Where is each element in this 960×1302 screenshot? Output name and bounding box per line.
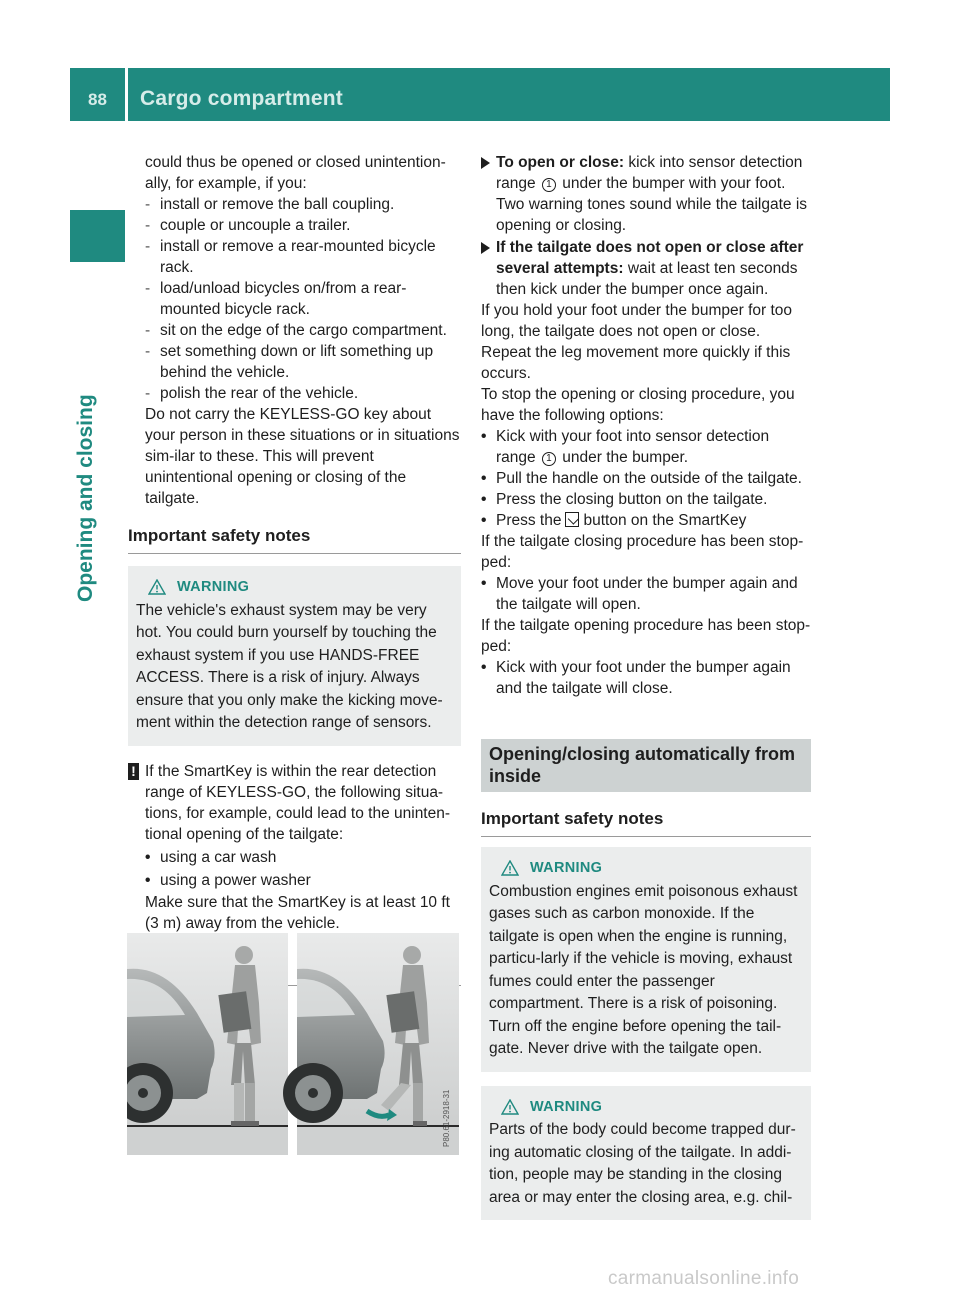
list-item: • Kick with your foot under the bumper again and the tailgate will close. (481, 659, 791, 697)
list-item-text: under the bumper. (557, 449, 689, 466)
side-tab-label: Opening and closing (74, 394, 97, 602)
notice-after: Make sure that the SmartKey is at least 10 ft (3 m) away from the vehicle. (145, 893, 450, 932)
warning-header (501, 857, 803, 880)
warning-triangle-icon (501, 860, 519, 876)
list-item: • Press the closing button on the tailgate. (481, 491, 768, 508)
tailgate-key-icon (565, 512, 579, 527)
step-label: To open or close: (496, 154, 625, 171)
list-item: • Move your foot under the bumper again and the tailgate will open. (481, 575, 798, 613)
keyless-go-note: Do not carry the KEYLESS-GO key about your person in these situations or in situations sim-ilar to these. This will prevent unintentional opening or closing of the tailgate. (145, 406, 460, 507)
list-item-text: couple or uncouple a trailer. (160, 217, 351, 234)
page-number: 88 (88, 90, 107, 109)
step-arrow-icon (481, 242, 490, 254)
step-text: wait at least ten seconds then kick under the bumper once again. (496, 260, 798, 298)
warning-box-exhaust-gas (481, 847, 811, 1072)
list-item: - set something down or lift something up behind the vehicle. (145, 343, 434, 381)
side-tab-marker (70, 210, 125, 262)
list-item: - load/unload bicycles on/from a rear-mounted bicycle rack. (145, 280, 407, 318)
list-item-text: Press the closing button on the tailgate. (496, 491, 768, 508)
section-title-safety: Important safety notes (128, 525, 461, 554)
notice-smartkey (128, 761, 461, 845)
header-divider (125, 68, 128, 121)
list-item: - install or remove the ball coupling. (145, 196, 395, 213)
list-item-text: Press the (496, 512, 562, 529)
paragraph: If the tailgate opening procedure has been stop-ped: (481, 617, 811, 655)
left-column (128, 152, 461, 986)
step-label: If the tailgate does not open or close after several attempts: (496, 239, 804, 277)
notice-text: If the SmartKey is within the rear detection range of KEYLESS-GO, the following situa-tions, for example, could lead to the uninten-tional opening of the tailgate: (145, 762, 451, 843)
warning-header (501, 1096, 803, 1119)
list-item-text: sit on the edge of the cargo compartment. (160, 322, 447, 339)
instruction-step (481, 152, 813, 236)
warning-triangle-icon (148, 579, 166, 595)
paragraph: If you hold your foot under the bumper for too long, the tailgate does not open or close. Repeat the leg movement more quickly if this occurs. (481, 302, 793, 382)
list-item: • Press the button on the SmartKey (481, 512, 747, 529)
step-text: under the bumper with your foot. Two warning tones sound while the tailgate is opening or closing. (496, 175, 808, 234)
step-text: kick into sensor detection range (496, 154, 803, 192)
list-item-text: button on the SmartKey (583, 512, 747, 529)
warning-box-trapped (481, 1086, 811, 1221)
warning-header (148, 576, 453, 599)
list-item-text: using a power washer (160, 871, 311, 889)
right-column (481, 152, 813, 1220)
list-item-text: install or remove the ball coupling. (160, 196, 395, 213)
list-item: - couple or uncouple a trailer. (145, 217, 351, 234)
operation-illustration (127, 933, 459, 1155)
list-item-text: install or remove a rear-mounted bicycle rack. (160, 238, 436, 276)
list-item: - polish the rear of the vehicle. (145, 385, 359, 402)
list-item: - install or remove a rear-mounted bicycle rack. (145, 238, 436, 276)
list-item: • using a power washer (145, 871, 311, 889)
list-item-text: Kick with your foot into sensor detection range (496, 428, 770, 466)
warning-label: WARNING (530, 1098, 603, 1115)
section-heading-automatic: Opening/closing automatically from inside (481, 739, 811, 792)
list-item-text: set something down or lift something up behind the vehicle. (160, 343, 434, 381)
list-item-text: Kick with your foot under the bumper again and the tailgate will close. (496, 659, 791, 697)
warning-text: The vehicle's exhaust system may be very hot. You could burn yourself by touching the exhaust system if you use HANDS-FREE ACCESS. There is a risk of injury. Always ensure that you only make the kicking move-ment within the detection range of sensors. (136, 601, 443, 731)
notice-exclamation-icon: ! (128, 763, 139, 780)
warning-text: Turn off the engine before opening the tail-gate. Never drive with the tailgate open. (489, 1017, 782, 1057)
page-title: Cargo compartment (140, 87, 343, 110)
marker-1-icon: 1 (542, 178, 556, 192)
intro-text: could thus be opened or closed unintention-ally, for example, if you: (145, 154, 446, 192)
list-item-text: polish the rear of the vehicle. (160, 385, 359, 402)
paragraph: If the tailgate closing procedure has been stop-ped: (481, 533, 804, 571)
paragraph: To stop the opening or closing procedure, you have the following options: (481, 386, 795, 424)
warning-text: Parts of the body could become trapped dur-ing automatic closing of the tailgate. In addi-tion, people may be standing in the closing area or may enter the closing area, e.g. chil- (489, 1121, 796, 1206)
warning-text: Combustion engines emit poisonous exhaust gases such as carbon monoxide. If the tailgate is open when the engine is running, particu-larly if the vehicle is moving, exhaust fumes could enter the passenger compartment. There is a risk of poisoning. (489, 882, 798, 1012)
warning-box-exhaust (128, 566, 461, 746)
list-item: - sit on the edge of the cargo compartment. (145, 322, 447, 339)
warning-label: WARNING (530, 860, 603, 876)
section-title-safety-2: Important safety notes (481, 808, 811, 837)
list-item-text: using a car wash (160, 848, 277, 866)
list-item-text: Move your foot under the bumper again and the tailgate will open. (496, 575, 798, 613)
list-item: • Kick with your foot into sensor detection range 1 under the bumper. (481, 428, 770, 466)
marker-1-icon: 1 (542, 452, 556, 466)
step-arrow-icon (481, 157, 490, 169)
warning-label: WARNING (177, 579, 250, 595)
list-item: • Pull the handle on the outside of the tailgate. (481, 470, 802, 487)
list-item: • using a car wash (145, 848, 277, 866)
figure-code: P80.61-2918-31 (442, 1089, 451, 1147)
list-item-text: load/unload bicycles on/from a rear-mounted bicycle rack. (160, 280, 407, 318)
watermark: carmanualsonline.info (608, 1268, 800, 1289)
warning-triangle-icon (501, 1099, 519, 1115)
list-item-text: Pull the handle on the outside of the tailgate. (496, 470, 802, 487)
instruction-step (481, 237, 813, 300)
